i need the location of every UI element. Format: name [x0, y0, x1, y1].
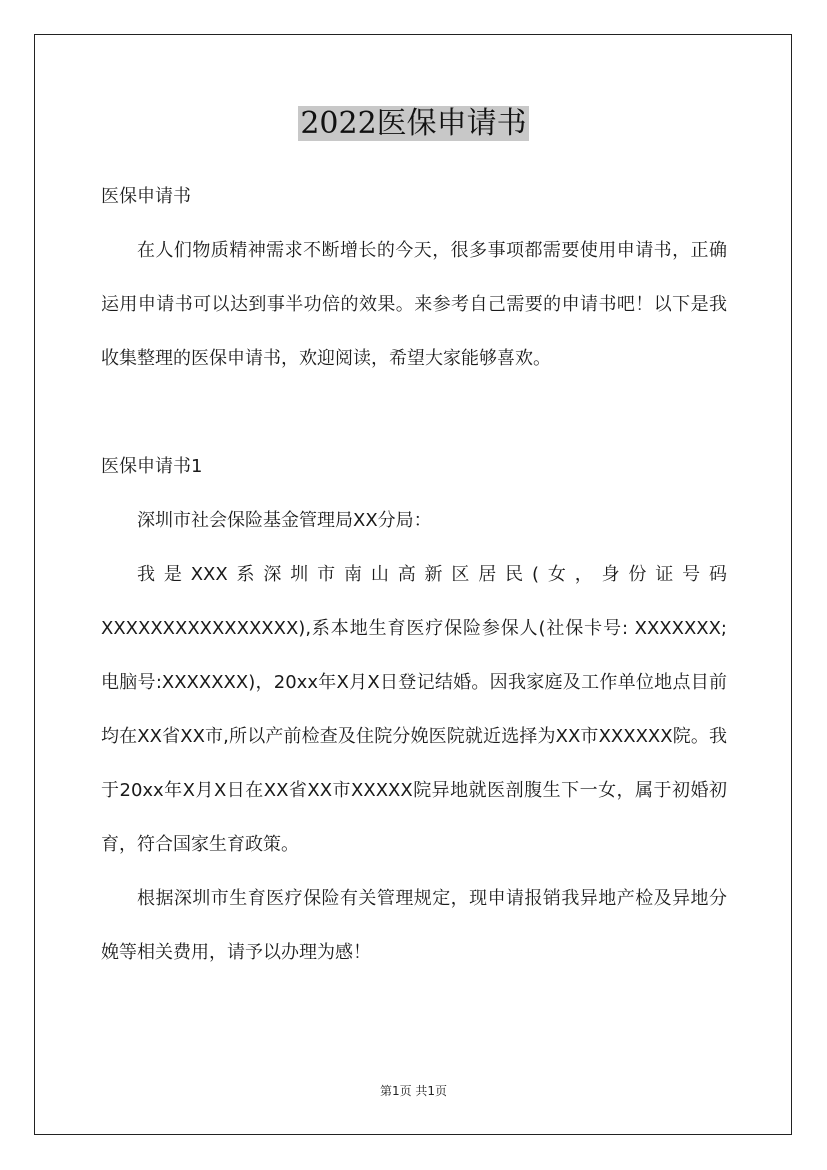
body-paragraph-1: 我是XXX系深圳市南山高新区居民(女，身份证号码XXXXXXXXXXXXXXXX),系本地生育医疗保险参保人(社保卡号: XXXXXXX;电脑号:XXXXXXX)，20xx年X月X日登记结婚。因我家庭及工作单位地点目前均在XX省XX市,所以产前检查及住院分娩医院就近选择为XX市XXXXXX院。我于20xx年X月X日在XX省XX市XXXXX院异地就医剖腹生下一女，属于初婚初育，符合国家生育政策。	[101, 564, 727, 855]
document-title	[0, 104, 827, 144]
heading: 医保申请书	[101, 186, 191, 207]
page-footer: 第1页 共1页	[379, 1084, 448, 1098]
body-paragraph-2: 根据深圳市生育医疗保险有关管理规定，现申请报销我异地产检及异地分娩等相关费用，请予以办理为感！	[101, 888, 727, 963]
document-title-text: 2022医保申请书	[300, 106, 527, 141]
addressee: 深圳市社会保险基金管理局XX分局：	[137, 510, 432, 531]
spacer	[101, 386, 727, 440]
document-body	[101, 170, 727, 980]
section-title: 医保申请书1	[101, 456, 203, 477]
intro-paragraph: 在人们物质精神需求不断增长的今天，很多事项都需要使用申请书，正确运用申请书可以达到事半功倍的效果。来参考自己需要的申请书吧！以下是我收集整理的医保申请书，欢迎阅读，希望大家能够喜欢。	[101, 240, 727, 369]
